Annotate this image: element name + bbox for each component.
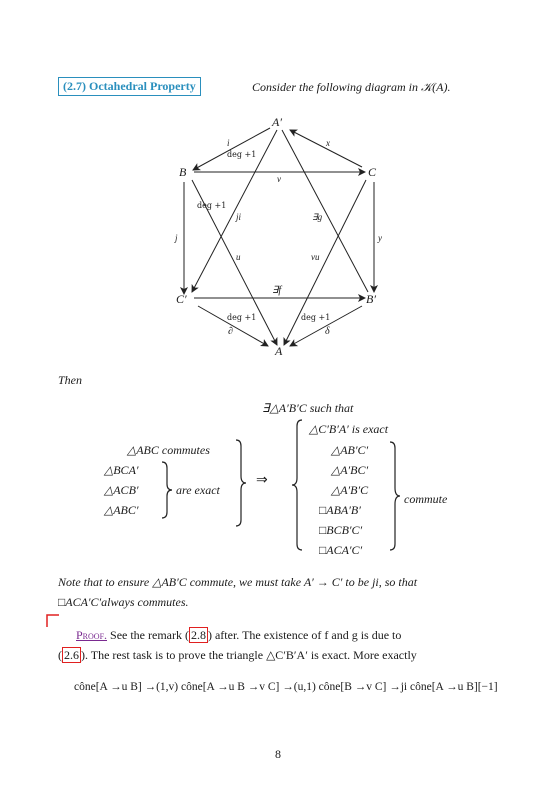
- implication-left-item-3: △ABC′: [104, 503, 139, 517]
- brace-right-outer: [292, 420, 302, 550]
- edge-label-x: x: [326, 138, 330, 148]
- implication-are-exact: are exact: [176, 483, 220, 497]
- edge-label-y: y: [378, 233, 382, 243]
- edge-label-u: u: [236, 252, 241, 262]
- implication-left-item-2: △ACB′: [104, 483, 139, 497]
- section-intro: Consider the following diagram in 𝒦(A).: [252, 80, 451, 94]
- edge-label-delta: δ: [325, 326, 330, 337]
- note-line-2: □ACA′C′always commutes.: [58, 595, 189, 609]
- node-a-prime: A′: [272, 115, 282, 129]
- edge-label-partial: ∂: [228, 326, 233, 337]
- node-b-prime: B′: [366, 292, 376, 306]
- ref-2-8[interactable]: 2.8: [190, 628, 206, 642]
- implication-right-item-3: △A′B′C: [331, 483, 369, 497]
- implication-right-item-1: △AB′C′: [331, 443, 369, 457]
- note-line-1: Note that to ensure △AB′C commute, we must take A′ → C′ to be ji, so that: [58, 575, 418, 589]
- edge-label-deg-mid-left: deg +1: [197, 201, 227, 210]
- edge-label-j: j: [175, 233, 178, 243]
- implication-left-item-1: △BCA′: [104, 463, 139, 477]
- proof-text-1b: ) after. The existence of f and g is due to: [207, 628, 402, 642]
- node-c: C: [368, 165, 377, 179]
- brace-left-outer: [236, 440, 246, 526]
- implication-right-item-5: □BCB′C′: [319, 523, 363, 537]
- edge-label-deg-top-left: deg +1: [227, 150, 257, 159]
- implication-right-exact: △C′B′A′ is exact: [309, 422, 389, 436]
- implication-left-top: △ABC commutes: [127, 443, 210, 457]
- edge-label-vu: vu: [311, 252, 320, 262]
- section-title-box: (2.7) Octahedral Property: [58, 77, 201, 96]
- then-label: Then: [58, 373, 82, 387]
- implication-right-item-2: △A′BC′: [331, 463, 369, 477]
- proof-formula: cône[A →u B] →(1,v) cône[A →u B →v C] →(u,1) cône[B →v C] →ji cône[A →u B][−1]: [74, 681, 498, 693]
- brace-left-inner: [162, 462, 172, 518]
- edge-label-exists-g: ∃g: [312, 212, 323, 222]
- edge-label-exists-f: ∃f: [272, 285, 282, 296]
- ref-2-6[interactable]: 2.6: [64, 648, 79, 662]
- proof-text-1a: See the remark (: [110, 628, 189, 642]
- node-b: B: [179, 165, 187, 179]
- page-number: 8: [275, 747, 281, 761]
- implication-commute: commute: [404, 492, 448, 506]
- edge-label-i: i: [227, 138, 230, 148]
- node-a: A: [275, 344, 283, 358]
- proof-line-2: [58, 648, 417, 663]
- edge-label-deg-bottom-left: deg +1: [227, 313, 257, 322]
- implication-right-item-4: □ABA′B′: [319, 503, 361, 517]
- proof-line-1: [76, 628, 401, 643]
- edge-label-v: v: [277, 174, 281, 184]
- implication-exists: ∃△A′B′C such that: [262, 401, 354, 415]
- proof-text-2b: ). The rest task is to prove the triangle △C′B′A′ is exact. More exactly: [81, 648, 417, 662]
- proof-label[interactable]: Proof.: [76, 628, 108, 642]
- proof-text-2a: (: [58, 648, 62, 662]
- brace-right-inner: [390, 442, 400, 550]
- implication-right-item-6: □ACA′C′: [319, 543, 363, 557]
- edge-label-deg-bottom-right: deg +1: [301, 313, 331, 322]
- node-c-prime: C′: [176, 292, 187, 306]
- proof-corner-mark: [46, 614, 60, 628]
- edge-label-ji: ji: [236, 212, 242, 222]
- implication-arrow: ⇒: [256, 473, 268, 488]
